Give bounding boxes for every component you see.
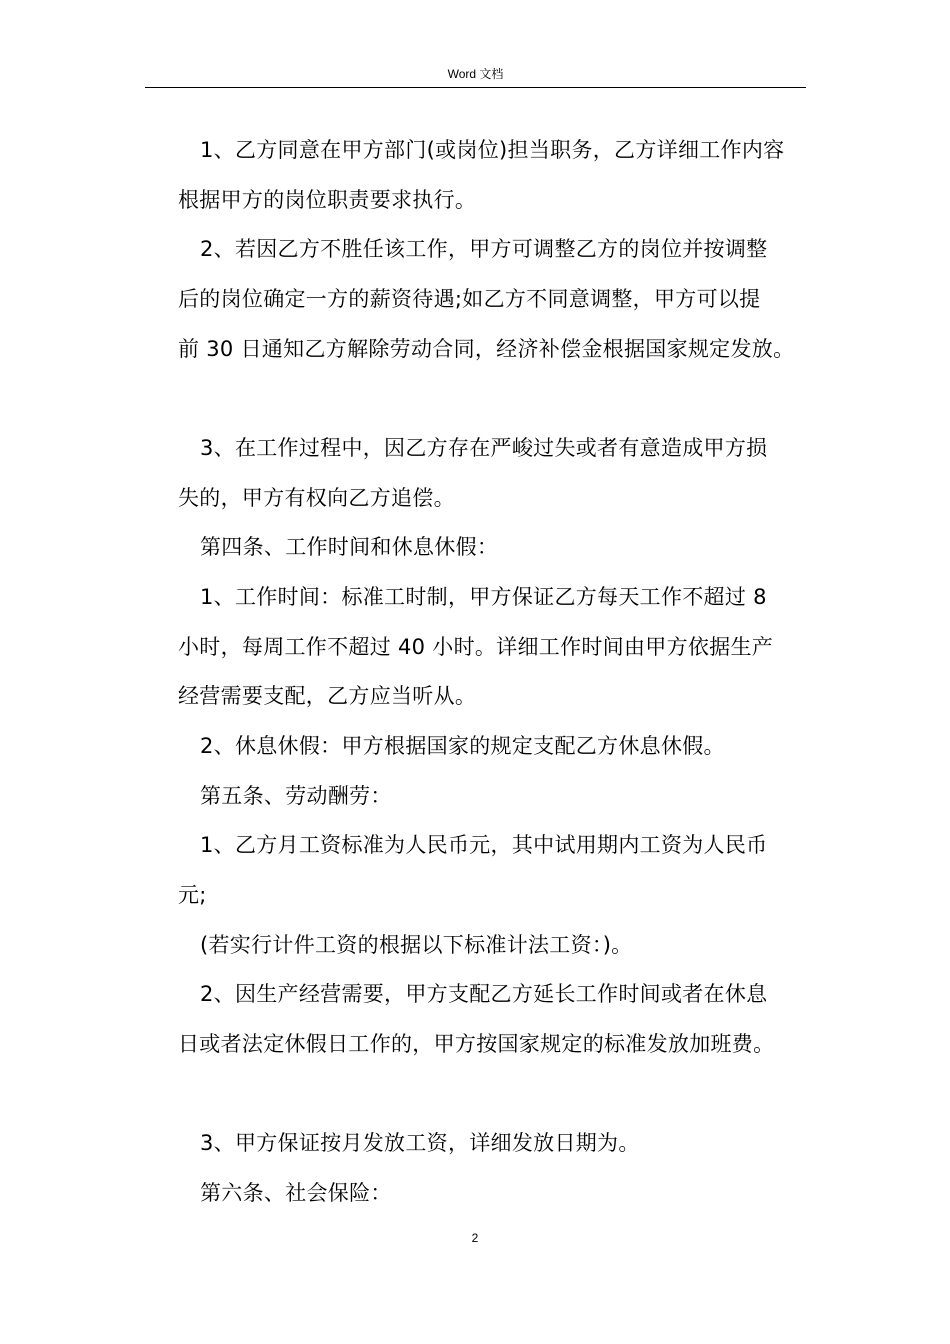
- paragraph-line: 3、在工作过程中，因乙方存在严峻过失或者有意造成甲方损: [200, 436, 768, 460]
- paragraph-line: 1、乙方同意在甲方部门(或岗位)担当职务，乙方详细工作内容: [200, 138, 785, 162]
- paragraph-line: 后的岗位确定一方的薪资待遇;如乙方不同意调整，甲方可以提: [178, 287, 761, 311]
- paragraph-line: 2、因生产经营需要，甲方支配乙方延长工作时间或者在休息: [200, 982, 768, 1006]
- paragraph-line: 2、休息休假：甲方根据国家的规定支配乙方休息休假。: [200, 734, 725, 758]
- paragraph-line: 1、工作时间：标准工时制，甲方保证乙方每天工作不超过 8: [200, 585, 767, 609]
- paragraph-line: 3、甲方保证按月发放工资，详细发放日期为。: [200, 1131, 640, 1155]
- paragraph-line: 前 30 日通知乙方解除劳动合同，经济补偿金根据国家规定发放。: [178, 337, 795, 361]
- header-divider: [145, 87, 806, 88]
- paragraph-line: 2、若因乙方不胜任该工作，甲方可调整乙方的岗位并按调整: [200, 237, 768, 261]
- paragraph-line: (若实行计件工资的根据以下标准计法工资：)。: [200, 933, 633, 957]
- paragraph-line: 根据甲方的岗位职责要求执行。: [178, 188, 477, 212]
- paragraph-line: 经营需要支配，乙方应当听从。: [178, 684, 477, 708]
- paragraph-line: 小时，每周工作不超过 40 小时。详细工作时间由甲方依据生产: [178, 635, 774, 659]
- paragraph-line: 1、乙方月工资标准为人民币元，其中试用期内工资为人民币: [200, 833, 768, 857]
- paragraph-line: 日或者法定休假日工作的，甲方按国家规定的标准发放加班费。: [178, 1032, 775, 1056]
- page-number: 2: [471, 1231, 479, 1245]
- paragraph-line: 元;: [178, 883, 207, 907]
- page-header-title: Word 文档: [447, 67, 504, 81]
- section-heading: 第六条、社会保险：: [200, 1181, 392, 1205]
- paragraph-line: 失的，甲方有权向乙方追偿。: [178, 486, 455, 510]
- section-heading: 第五条、劳动酬劳：: [200, 784, 392, 808]
- section-heading: 第四条、工作时间和休息休假：: [200, 535, 499, 559]
